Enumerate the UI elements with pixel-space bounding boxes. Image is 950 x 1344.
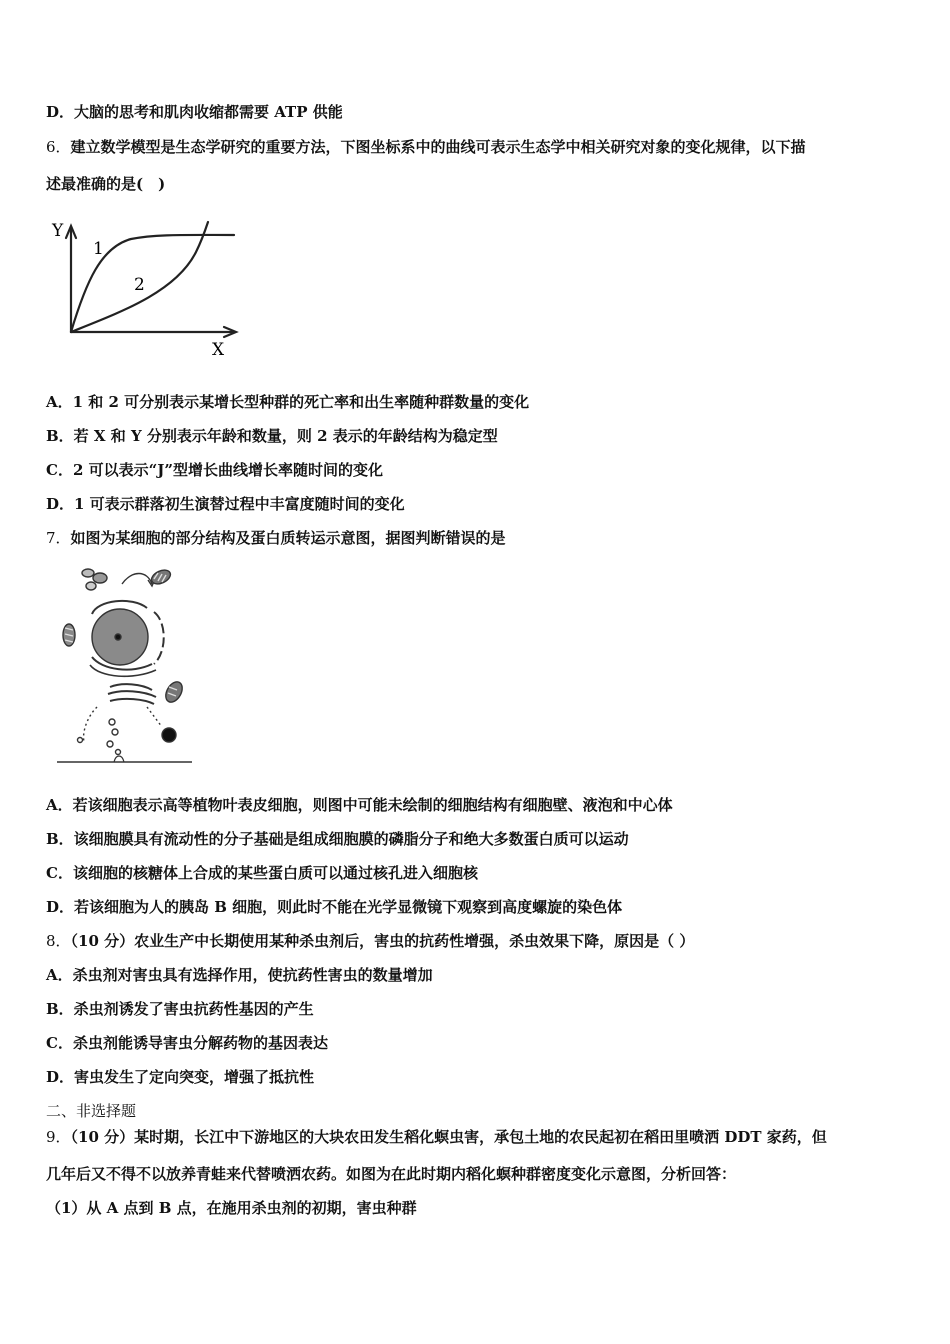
q6-graph-svg — [46, 212, 246, 362]
q6-option-b: B．若 X 和 Y 分别表示年龄和数量，则 2 表示的年龄结构为稳定型 — [46, 427, 498, 445]
q9-stem-line1 — [46, 1127, 827, 1147]
q7-secretion-path — [84, 707, 97, 742]
q7-option-b: B．该细胞膜具有流动性的分子基础是组成细胞膜的磷脂分子和绝大多数蛋白质可以运动 — [46, 830, 629, 848]
q7-option-a: A．若该细胞表示高等植物叶表皮细胞，则图中可能未绘制的细胞结构有细胞壁、液泡和中心体 — [46, 796, 673, 814]
q7-top-vesicle-1 — [82, 569, 94, 577]
q8-number: 8． — [46, 932, 71, 950]
q7-stem — [46, 528, 506, 548]
q7-mitochondrion-right — [162, 679, 185, 705]
q7-golgi-1 — [110, 684, 152, 690]
q6-curve2-label: 2 — [134, 275, 145, 295]
q8-option-c: C．杀虫剂能诱导害虫分解药物的基因表达 — [46, 1034, 328, 1052]
q7-vesicle-3 — [78, 738, 83, 743]
q7-option-d: D．若该细胞为人的胰岛 B 细胞，则此时不能在光学显微镜下观察到高度螺旋的染色体 — [46, 898, 623, 916]
q8-option-a: A．杀虫剂对害虫具有选择作用，使抗药性害虫的数量增加 — [46, 966, 433, 984]
q6-graph — [46, 212, 246, 362]
q8-stem — [46, 931, 694, 951]
q6-stem-line2: 述最准确的是( ) — [46, 175, 166, 193]
q7-transport-arrow — [122, 574, 152, 585]
q8-stem-text: （10 分）农业生产中长期使用某种杀虫剂后，害虫的抗药性增强，杀虫效果下降，原因是（ ） — [70, 932, 695, 950]
q6-stem-line1 — [46, 137, 806, 157]
q7-cell-svg — [52, 562, 202, 767]
q5-option-d: D．大脑的思考和肌肉收缩都需要 ATP 供能 — [46, 103, 343, 121]
q6-number: 6． — [46, 138, 71, 156]
q7-vesicle-5 — [116, 750, 121, 755]
q7-vesicle-1 — [109, 719, 115, 725]
q6-option-c: C．2 可以表示“J”型增长曲线增长率随时间的变化 — [46, 461, 383, 479]
q7-option-c: C．该细胞的核糖体上合成的某些蛋白质可以通过核孔进入细胞核 — [46, 864, 478, 882]
q7-top-vesicle-3 — [86, 582, 96, 590]
section2-title: 二、非选择题 — [46, 1102, 137, 1120]
q7-vesicle-2 — [112, 729, 118, 735]
q6-option-a: A．1 和 2 可分别表示某增长型种群的死亡率和出生率随种群数量的变化 — [46, 393, 530, 411]
q7-er-right — [154, 612, 164, 664]
q7-vesicle-4 — [107, 741, 113, 747]
q6-curve1-label: 1 — [93, 239, 104, 259]
q9-number: 9． — [46, 1128, 71, 1146]
q6-x-label: X — [212, 340, 225, 360]
q8-option-d: D．害虫发生了定向突变，增强了抵抗性 — [46, 1068, 315, 1086]
q9-stem-text-1: （10 分）某时期，长江中下游地区的大块农田发生稻化螟虫害，承包土地的农民起初在稻田里喷洒 DDT 家药，但 — [70, 1128, 827, 1146]
q7-nucleolus — [115, 634, 121, 640]
q7-exocytosis — [114, 756, 124, 762]
q6-y-label: Y — [52, 221, 64, 241]
q6-stem-text-1: 建立数学模型是生态学研究的重要方法，下图坐标系中的曲线可表示生态学中相关研究对象的变化规律，以下描 — [70, 138, 806, 156]
q9-stem-line2: 几年后又不得不以放养青蛙来代替喷洒农药。如图为在此时期内稻化螟种群密度变化示意图，分析回答： — [46, 1165, 737, 1183]
q6-option-d: D．1 可表示群落初生演替过程中丰富度随时间的变化 — [46, 495, 405, 513]
q7-cell-diagram — [52, 562, 202, 767]
q7-secretory-granule — [162, 728, 176, 742]
q7-top-vesicle-2 — [93, 573, 107, 583]
q7-stem-text: 如图为某细胞的部分结构及蛋白质转运示意图，据图判断错误的是 — [70, 529, 506, 547]
q7-number: 7． — [46, 529, 71, 547]
q7-vesicle-arrow — [147, 707, 162, 727]
q9-sub1: （1）从 A 点到 B 点，在施用杀虫剂的初期，害虫种群 — [46, 1199, 417, 1217]
q7-golgi-3 — [110, 699, 154, 704]
q7-golgi-2 — [108, 691, 156, 697]
q8-option-b: B．杀虫剂诱发了害虫抗药性基因的产生 — [46, 1000, 314, 1018]
